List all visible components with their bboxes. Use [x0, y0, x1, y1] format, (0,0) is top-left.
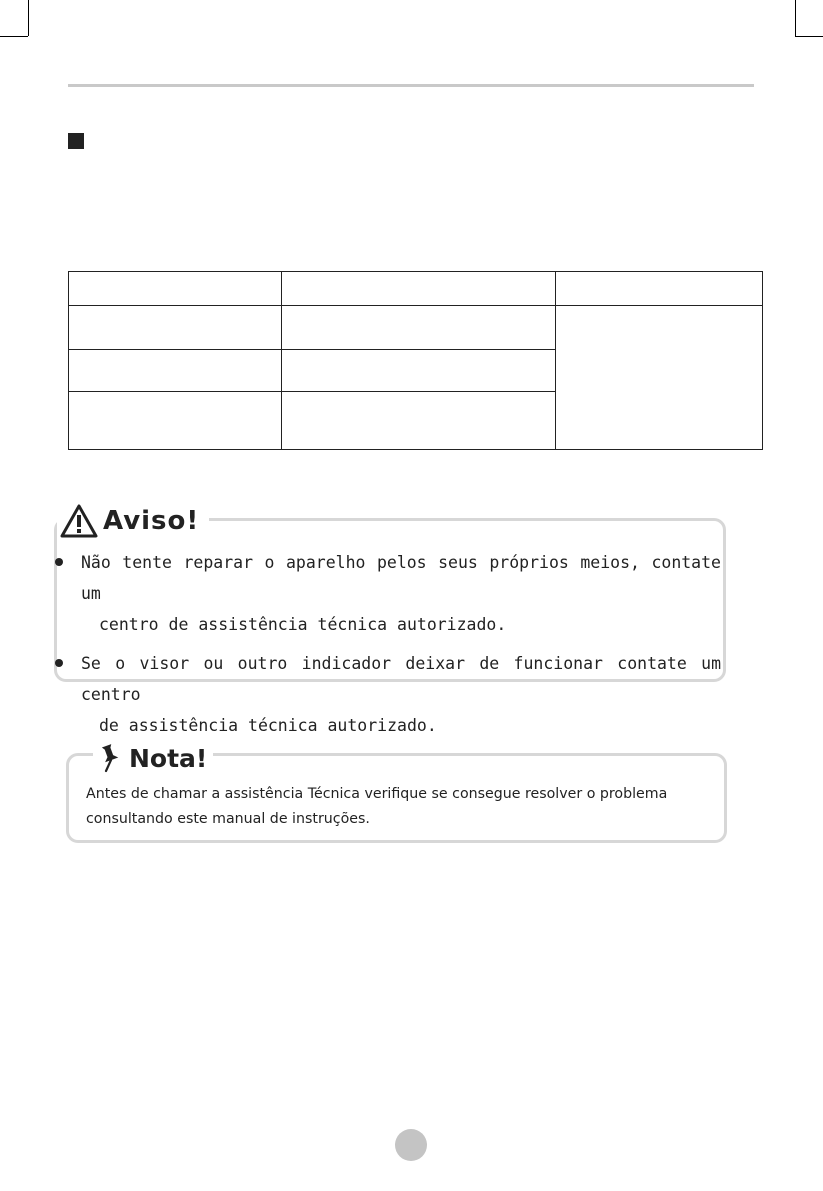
warning-box [54, 506, 726, 735]
table-cell [282, 350, 556, 392]
bullet-icon [55, 659, 63, 667]
warning-list [53, 547, 721, 749]
spec-table [68, 271, 763, 450]
note-text [86, 782, 706, 832]
list-item [53, 547, 721, 640]
note-line: consultando este manual de instruções. [86, 811, 370, 827]
warning-item-line: de assistência técnica autorizado. [99, 716, 437, 735]
warning-triangle-icon [59, 503, 99, 539]
crop-mark-left [0, 36, 28, 37]
table-merged-cell [556, 306, 763, 450]
table-cell [69, 272, 282, 306]
table-cell [282, 306, 556, 350]
page-number-badge [395, 1129, 427, 1161]
note-line: Antes de chamar a assistência Técnica verifique se consegue resolver o problema [86, 786, 668, 802]
warning-item-line: Não tente reparar o aparelho pelos seus próprios meios, contate um [81, 553, 721, 603]
list-item [53, 648, 721, 741]
table-cell [69, 350, 282, 392]
note-heading [93, 743, 213, 773]
crop-mark-left-vertical [28, 0, 29, 36]
warning-heading [57, 503, 209, 539]
header-rule [68, 84, 754, 87]
warning-title: Aviso! [103, 506, 200, 536]
pushpin-icon [97, 743, 123, 773]
note-box [66, 743, 727, 843]
note-title: Nota! [129, 743, 208, 773]
crop-mark-right [795, 36, 823, 37]
table-cell [556, 272, 763, 306]
section-marker-square [68, 133, 84, 149]
warning-item-line: Se o visor ou outro indicador deixar de funcionar contate um centro [81, 654, 721, 704]
table-cell [282, 392, 556, 450]
table-row [69, 306, 763, 350]
table-cell [69, 306, 282, 350]
table-header-row [69, 272, 763, 306]
table-cell [69, 392, 282, 450]
table-cell [282, 272, 556, 306]
warning-item-line: centro de assistência técnica autorizado. [99, 615, 507, 634]
bullet-icon [55, 558, 63, 566]
crop-mark-right-vertical [795, 0, 796, 36]
